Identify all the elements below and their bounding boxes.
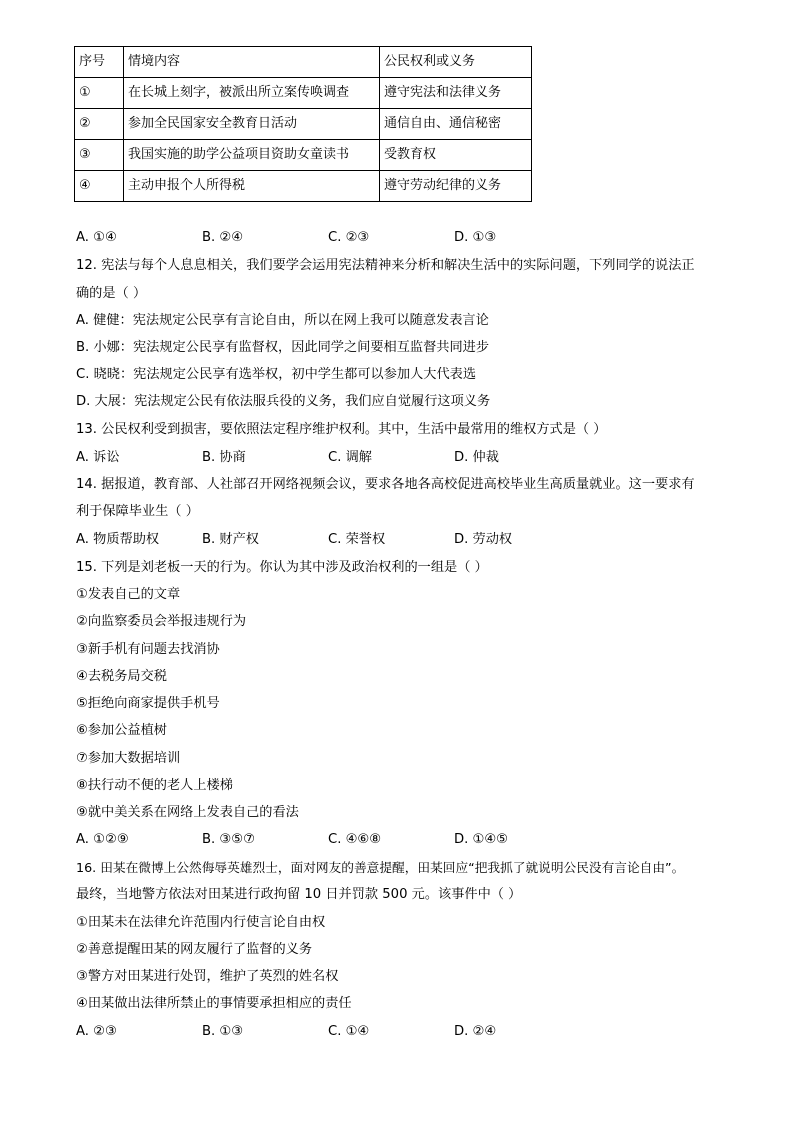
- q13-option-d[interactable]: D. 仲裁: [454, 450, 499, 465]
- q14-option-a[interactable]: A. 物质帮助权: [76, 532, 160, 547]
- q15-item: ②向监察委员会举报违规行为: [76, 614, 247, 629]
- q15-options: [76, 830, 776, 850]
- table-header-cell: 序号: [75, 47, 124, 78]
- table-cell: 参加全民国家安全教育日活动: [124, 109, 380, 140]
- q13-options: [76, 448, 776, 468]
- table-cell: 遵守劳动纪律的义务: [380, 171, 532, 202]
- table-row: [75, 171, 532, 202]
- q16-option-a[interactable]: A. ②③: [76, 1024, 117, 1039]
- q14-option-b[interactable]: B. 财产权: [202, 532, 259, 547]
- table-cell: ①: [75, 78, 124, 109]
- q13-option-c[interactable]: C. 调解: [328, 450, 372, 465]
- table-cell: 在长城上刻字，被派出所立案传唤调查: [124, 78, 380, 109]
- q11-option-d[interactable]: D. ①③: [454, 230, 497, 245]
- table-cell: 我国实施的助学公益项目资助女童读书: [124, 140, 380, 171]
- q13-option-a[interactable]: A. 诉讼: [76, 450, 120, 465]
- q13-option-b[interactable]: B. 协商: [202, 450, 246, 465]
- q15-option-d[interactable]: D. ①④⑤: [454, 832, 509, 847]
- table-row: [75, 109, 532, 140]
- q14-option-d[interactable]: D. 劳动权: [454, 532, 513, 547]
- q14-options: [76, 530, 776, 550]
- q15-item: ④去税务局交税: [76, 669, 167, 684]
- q15-item: ⑧扶行动不便的老人上楼梯: [76, 778, 233, 793]
- q15-option-b[interactable]: B. ③⑤⑦: [202, 832, 255, 847]
- q16-stem-line2: 最终，当地警方依法对田某进行政拘留 10 日并罚款 500 元。该事件中（ ）: [76, 887, 522, 902]
- table-cell: ②: [75, 109, 124, 140]
- q15-option-c[interactable]: C. ④⑥⑧: [328, 832, 382, 847]
- q16-item: ④田某做出法律所禁止的事情要承担相应的责任: [76, 996, 352, 1011]
- q12-stem-line1: 12. 宪法与每个人息息相关，我们要学会运用宪法精神来分析和解决生活中的实际问题，下列同学的说法正: [76, 258, 695, 273]
- table-cell: ④: [75, 171, 124, 202]
- q16-option-d[interactable]: D. ②④: [454, 1024, 497, 1039]
- q15-item: ⑨就中美关系在网络上发表自己的看法: [76, 805, 299, 820]
- q12-option-d[interactable]: D. 大展：宪法规定公民有依法服兵役的义务，我们应自觉履行这项义务: [76, 394, 491, 409]
- table-cell: 遵守宪法和法律义务: [380, 78, 532, 109]
- q14-stem-line1: 14. 据报道，教育部、人社部召开网络视频会议，要求各地各高校促进高校毕业生高质量就业。这一要求有: [76, 477, 695, 492]
- q13-stem: 13. 公民权利受到损害，要依照法定程序维护权利。其中，生活中最常用的维权方式是（ ）: [76, 422, 607, 437]
- q16-option-b[interactable]: B. ①③: [202, 1024, 244, 1039]
- table-header-cell: 公民权利或义务: [380, 47, 532, 78]
- q11-option-a[interactable]: A. ①④: [76, 230, 117, 245]
- q14-option-c[interactable]: C. 荣誉权: [328, 532, 386, 547]
- q16-item: ③警方对田某进行处罚，维护了英烈的姓名权: [76, 969, 339, 984]
- q15-item: ⑥参加公益植树: [76, 723, 167, 738]
- table-cell: 主动申报个人所得税: [124, 171, 380, 202]
- q11-option-c[interactable]: C. ②③: [328, 230, 370, 245]
- q11-options: [76, 228, 776, 248]
- q12-option-c[interactable]: C. 晓晓：宪法规定公民享有选举权，初中学生都可以参加人大代表选: [76, 367, 477, 382]
- q15-option-a[interactable]: A. ①②⑨: [76, 832, 129, 847]
- q15-item: ③新手机有问题去找消协: [76, 642, 220, 657]
- q15-item: ⑦参加大数据培训: [76, 751, 181, 766]
- q16-item: ①田某未在法律允许范围内行使言论自由权: [76, 915, 326, 930]
- table-cell: ③: [75, 140, 124, 171]
- table-cell: 受教育权: [380, 140, 532, 171]
- q12-stem-line2: 确的是（ ）: [76, 286, 147, 301]
- situation-table: [74, 46, 532, 202]
- q12-option-a[interactable]: A. 健健：宪法规定公民享有言论自由，所以在网上我可以随意发表言论: [76, 313, 489, 328]
- q16-item: ②善意提醒田某的网友履行了监督的义务: [76, 942, 313, 957]
- q14-stem-line2: 利于保障毕业生（ ）: [76, 504, 199, 519]
- q15-item: ①发表自己的文章: [76, 587, 181, 602]
- q15-stem: 15. 下列是刘老板一天的行为。你认为其中涉及政治权利的一组是（ ）: [76, 560, 488, 575]
- q16-options: [76, 1022, 776, 1042]
- q11-option-b[interactable]: B. ②④: [202, 230, 244, 245]
- q16-stem-line1: 16. 田某在微博上公然侮辱英雄烈士，面对网友的善意提醒，田某回应“把我抓了就说明公民没有言论自由”。: [76, 860, 685, 875]
- table-header-cell: 情境内容: [124, 47, 380, 78]
- q12-option-b[interactable]: B. 小娜：宪法规定公民享有监督权，因此同学之间要相互监督共同进步: [76, 340, 490, 355]
- table-row: [75, 140, 532, 171]
- q16-option-c[interactable]: C. ①④: [328, 1024, 370, 1039]
- table-row: [75, 78, 532, 109]
- table-cell: 通信自由、通信秘密: [380, 109, 532, 140]
- q15-item: ⑤拒绝向商家提供手机号: [76, 696, 220, 711]
- table-header-row: [75, 47, 532, 78]
